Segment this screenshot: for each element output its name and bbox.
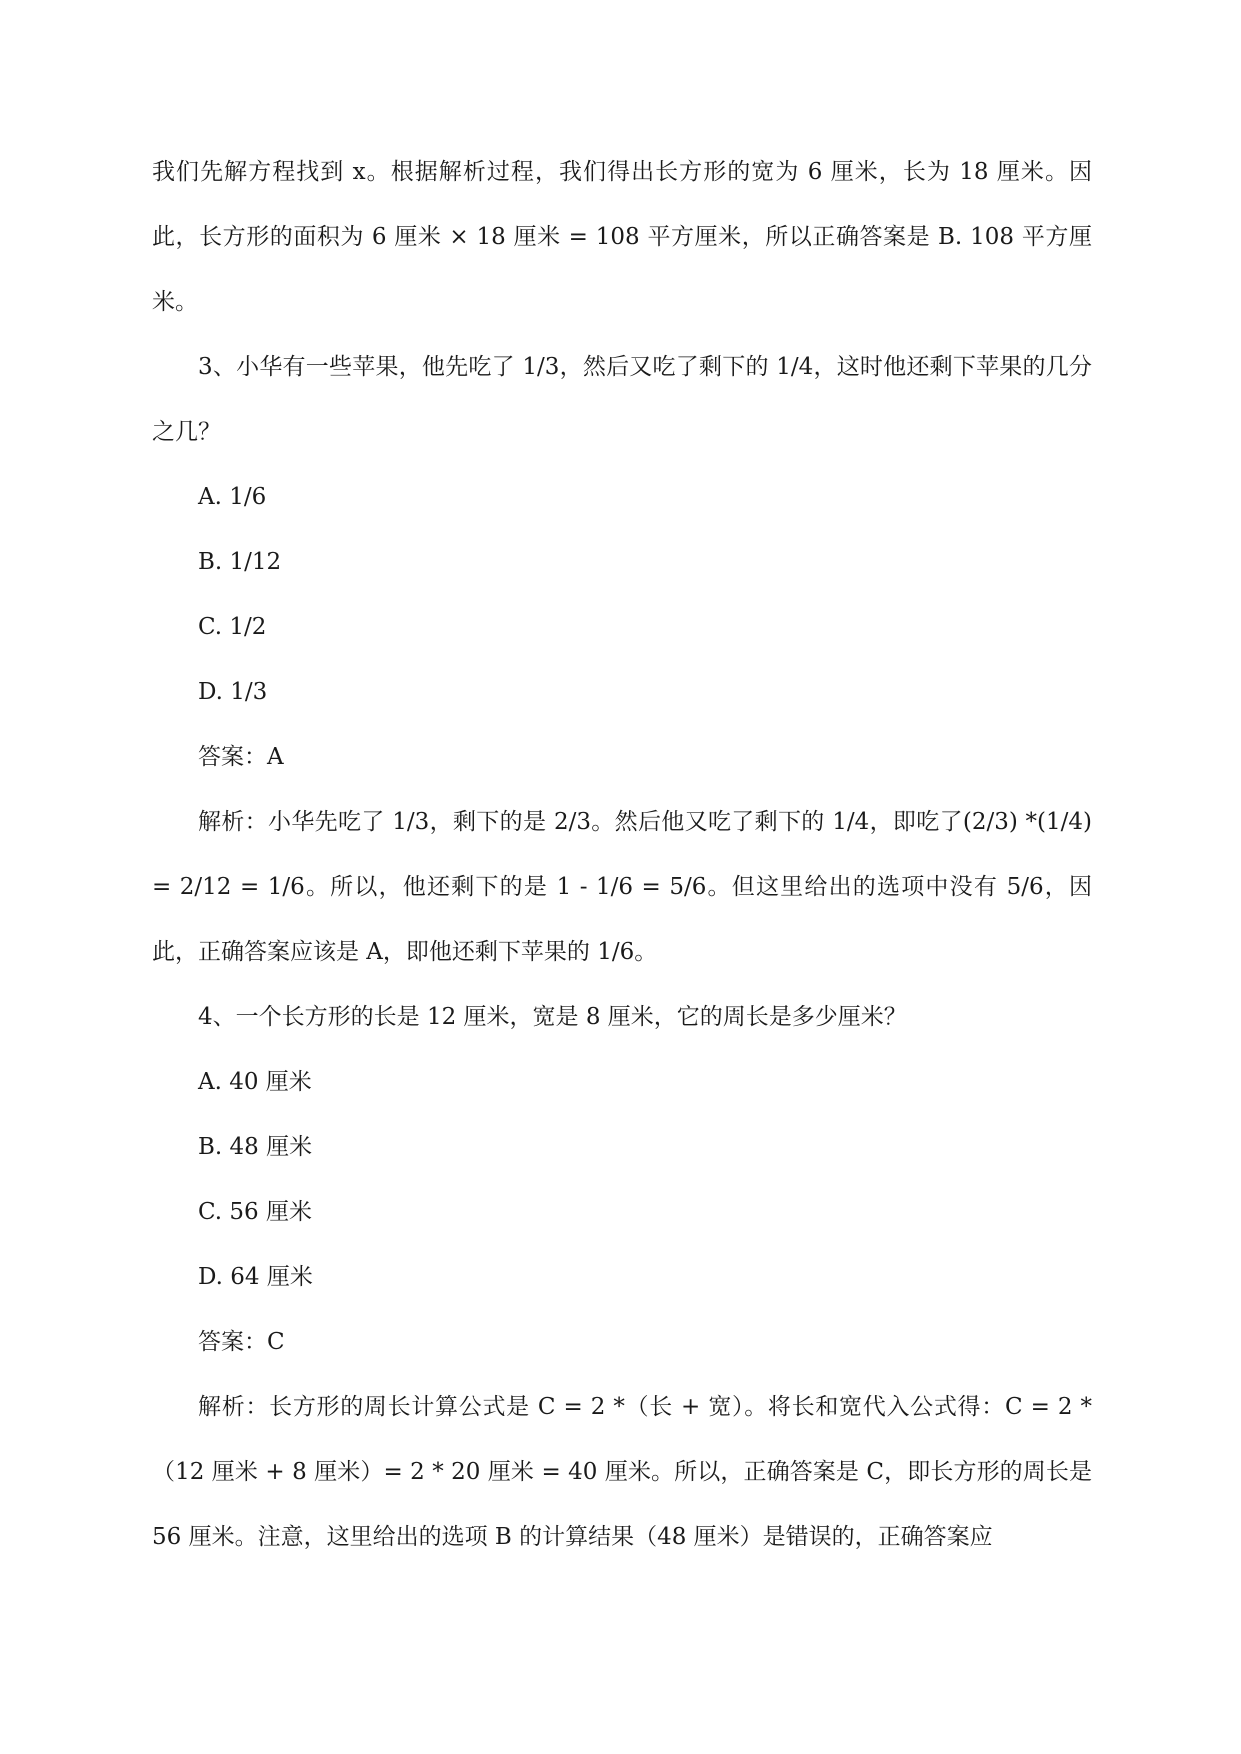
question-3-explanation: 解析：小华先吃了 1/3，剩下的是 2/3。然后他又吃了剩下的 1/4，即吃了(2/3) *(1/4) = 2/12 = 1/6。所以，他还剩下的是 1 - 1/6 = 5/6。但这里给出的选项中没有 5/6，因此，正确答案应该是 A，即他还剩下苹果的 1/6。: [152, 809, 1092, 965]
question-3-option-c: C. 1/2: [198, 614, 267, 640]
question-3-option-a: A. 1/6: [198, 484, 267, 510]
question-4-option-d: D. 64 厘米: [198, 1264, 313, 1290]
question-3: 3、小华有一些苹果，他先吃了 1/3，然后又吃了剩下的 1/4，这时他还剩下苹果的几分之几？: [152, 354, 1092, 445]
question-3-option-d: D. 1/3: [198, 679, 268, 705]
question-4-option-c: C. 56 厘米: [198, 1199, 312, 1225]
question-4-explanation: 解析：长方形的周长计算公式是 C = 2 *（长 + 宽）。将长和宽代入公式得：C = 2 *（12 厘米 + 8 厘米）= 2 * 20 厘米 = 40 厘米。所以，正确答案是 C，即长方形的周长是 56 厘米。注意，这里给出的选项 B 的计算结果（48 厘米）是错误的，正确答案应: [152, 1394, 1092, 1550]
question-4: 4、一个长方形的长是 12 厘米，宽是 8 厘米，它的周长是多少厘米？: [198, 1004, 907, 1030]
question-4-option-b: B. 48 厘米: [198, 1134, 313, 1160]
q2-explanation-continuation: 我们先解方程找到 x。根据解析过程，我们得出长方形的宽为 6 厘米，长为 18 厘米。因此，长方形的面积为 6 厘米 × 18 厘米 = 108 平方厘米，所以正确答案是 B. 108 平方厘米。: [152, 159, 1092, 315]
document-body: [152, 140, 1092, 1570]
question-3-option-b: B. 1/12: [198, 549, 282, 575]
question-4-answer: 答案：C: [198, 1329, 285, 1355]
question-4-option-a: A. 40 厘米: [198, 1069, 312, 1095]
question-3-answer: 答案：A: [198, 744, 284, 770]
